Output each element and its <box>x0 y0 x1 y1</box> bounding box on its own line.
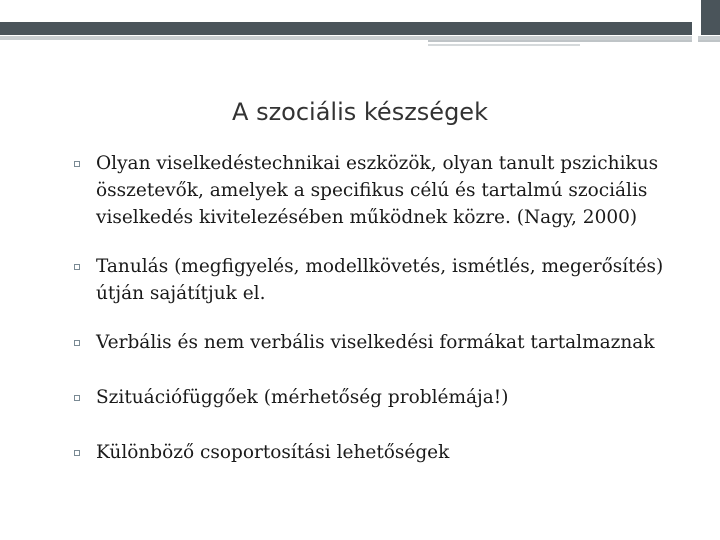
header-stripe-dark <box>0 22 692 35</box>
bullet-item <box>74 329 694 356</box>
bullet-text: Verbális és nem verbális viselkedési formákat tartalmaznak <box>96 332 655 353</box>
bullet-text: Tanulás (megfigyelés, modellkövetés, ismétlés, megerősítés) útján sajátítjuk el. <box>96 256 664 304</box>
square-bullet-icon <box>74 161 80 167</box>
header-accent-line-short <box>428 44 580 46</box>
bullet-text: Szituációfüggőek (mérhetőség problémája!) <box>96 387 509 408</box>
square-bullet-icon <box>74 395 80 401</box>
header-stripe-dark-right <box>698 0 720 35</box>
header-accent-line <box>428 40 692 42</box>
bullet-text: Különböző csoportosítási lehetőségek <box>96 442 450 463</box>
square-bullet-icon <box>74 264 80 270</box>
header-accent-line-right <box>698 40 720 42</box>
bullet-item <box>74 253 694 307</box>
square-bullet-icon <box>74 340 80 346</box>
bullet-text: Olyan viselkedéstechnikai eszközök, olyan tanult pszichikus összetevők, amelyek a specifikus célú és tartalmú szociális viselkedés kivitelezésében működnek közre. (Nagy, 2000) <box>96 153 659 228</box>
slide-title <box>0 98 720 126</box>
square-bullet-icon <box>74 450 80 456</box>
bullet-item <box>74 384 694 411</box>
bullet-item <box>74 150 694 231</box>
slide-title-text: A szociális készségek <box>232 98 488 126</box>
bullet-list <box>74 150 694 466</box>
bullet-item <box>74 439 694 466</box>
